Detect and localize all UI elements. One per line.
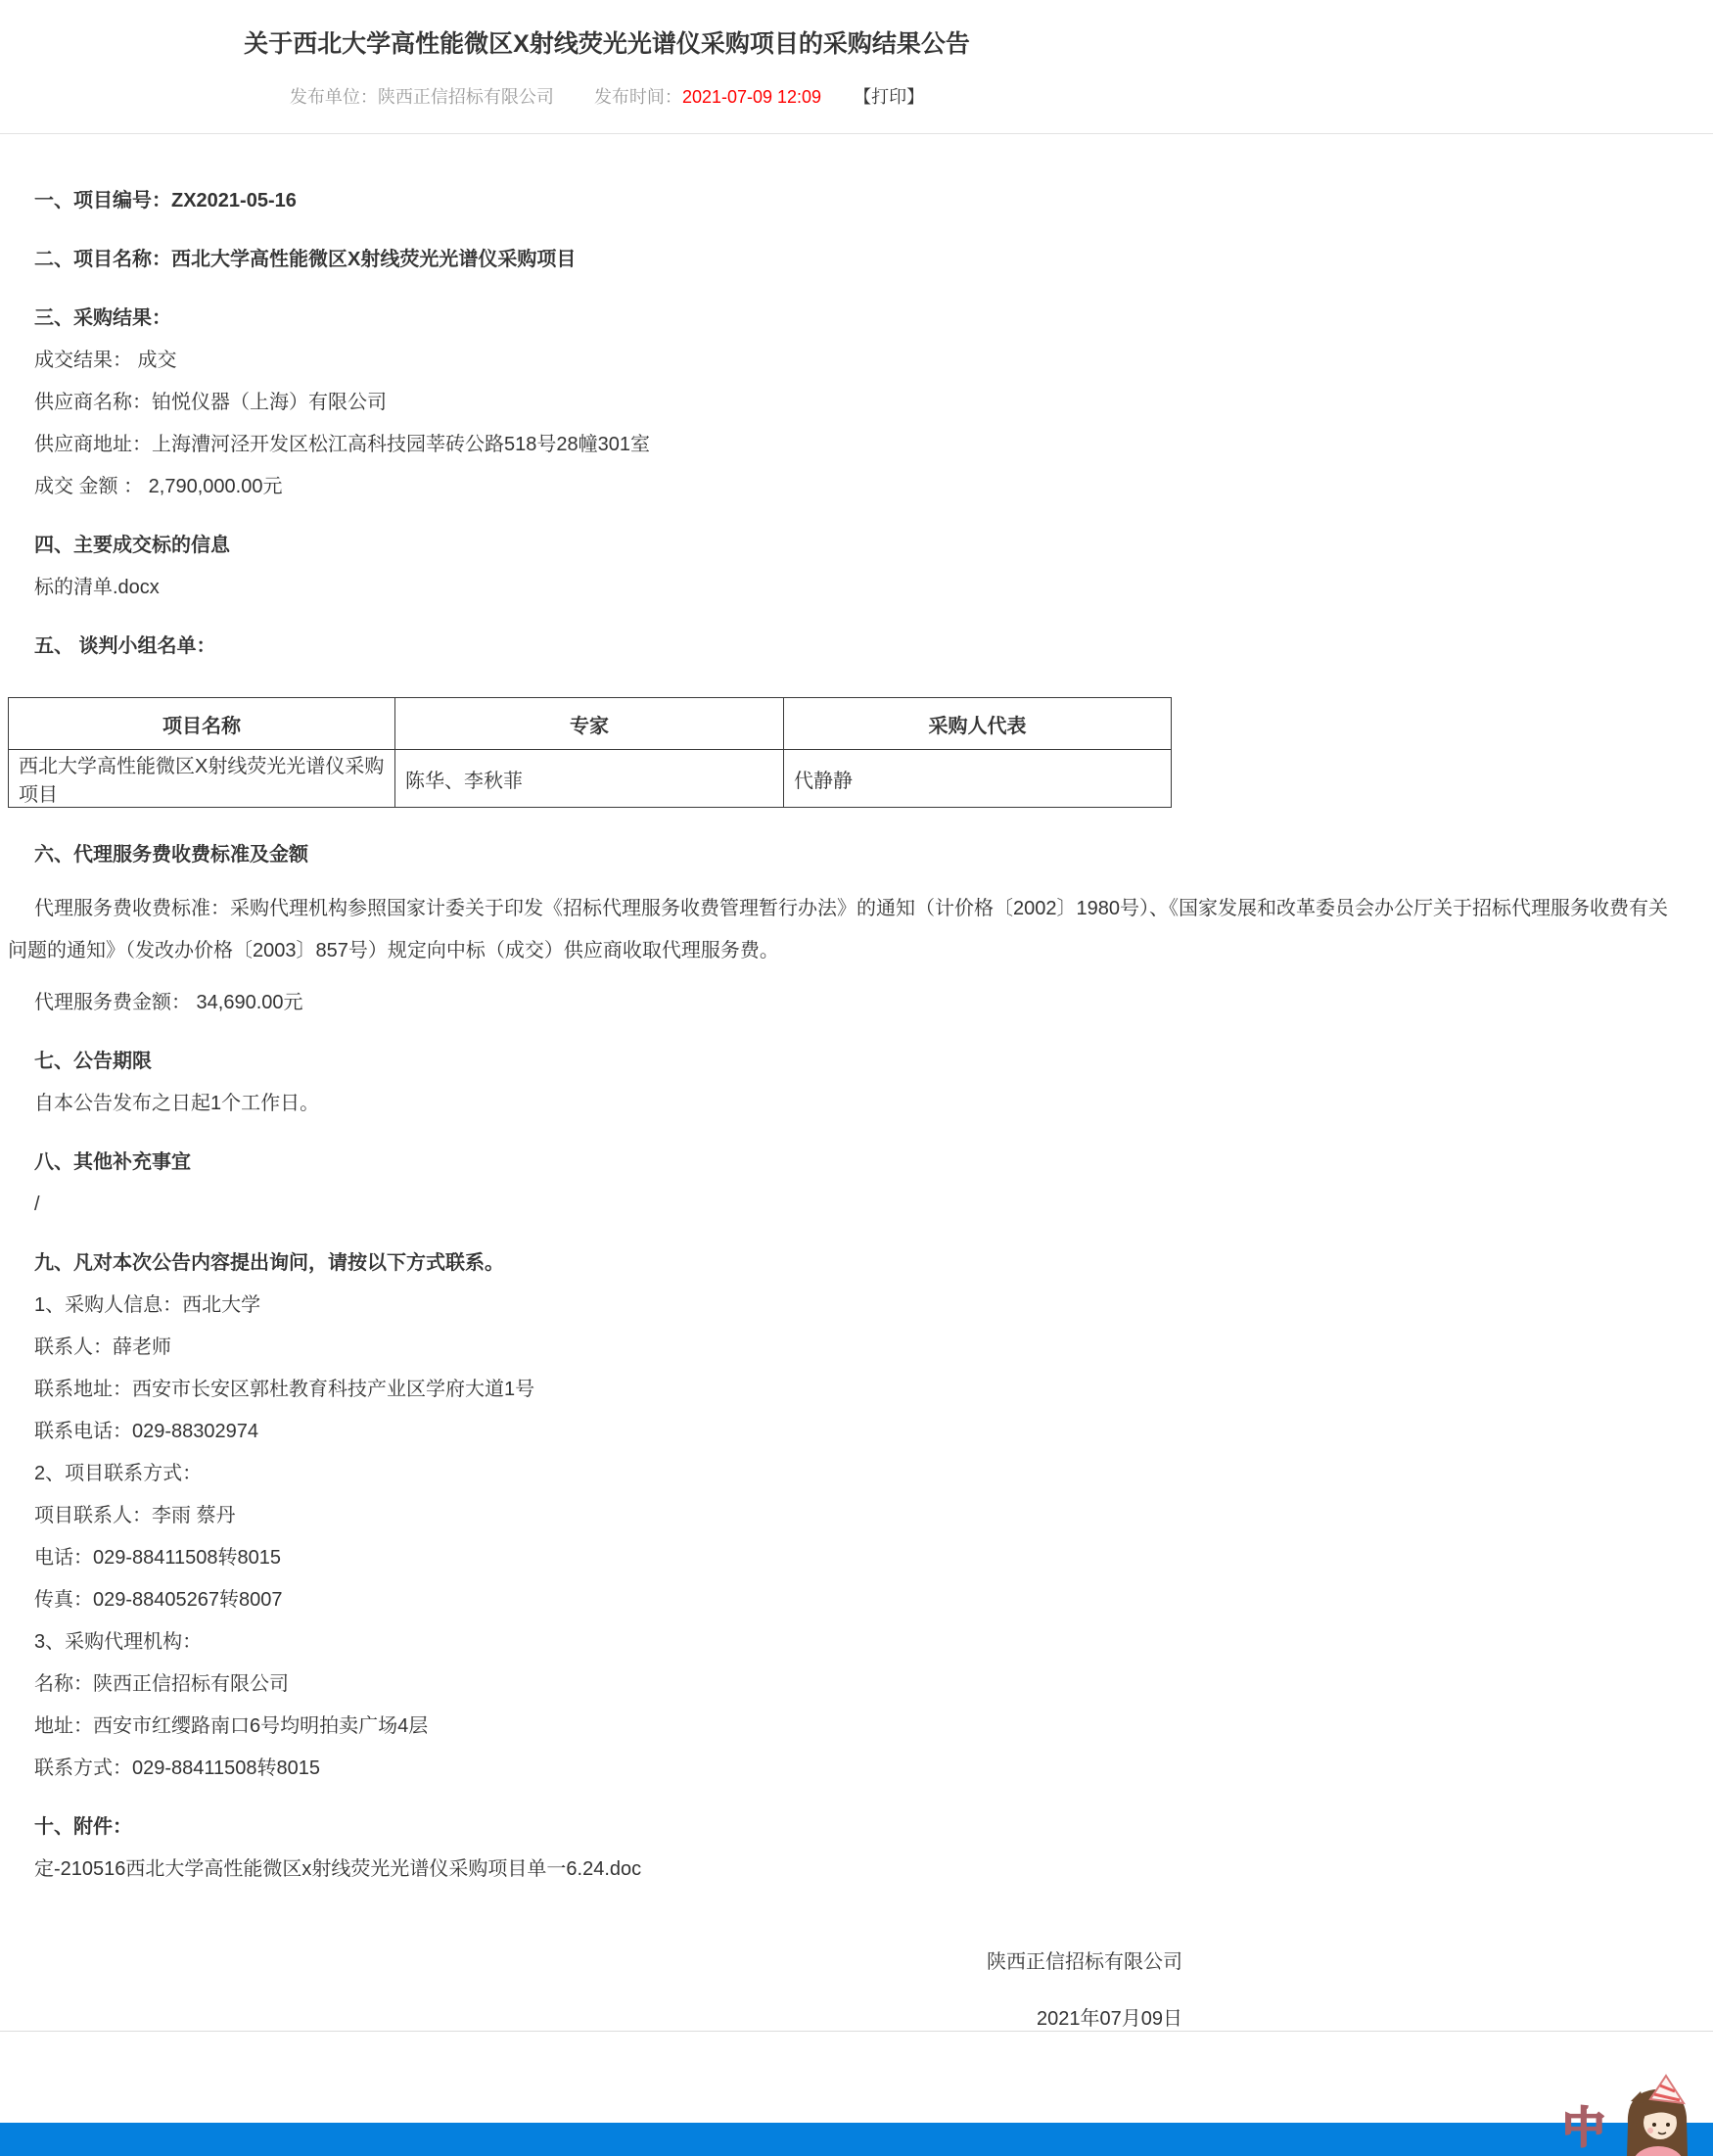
section-4-heading: 四、主要成交标的信息: [34, 535, 230, 556]
cell-project-name: 西北大学高性能微区X射线荧光光谱仪采购项目: [9, 750, 395, 808]
svg-text:中: 中: [1562, 2103, 1605, 2153]
header-divider: [0, 133, 1713, 134]
footer-blue-bar: [0, 2123, 1713, 2156]
deal-result: 成交结果： 成交: [34, 350, 177, 371]
agency-fee-standard: 代理服务费收费标准：采购代理机构参照国家计委关于印发《招标代理服务收费管理暂行办法》的通知（计价格〔2002〕1980号）、《国家发展和改革委员会办公厅关于招标代理服务收费有关问题的通知》（发改办价格〔2003〕857号）规定向中标（成交）供应商收取代理服务费。: [8, 898, 1668, 961]
footer-divider: [0, 2031, 1713, 2032]
publisher-label: 发布单位：: [289, 87, 378, 107]
section-10-heading: 十、附件：: [34, 1816, 132, 1838]
supplier-name: 供应商名称：铂悦仪器（上海）有限公司: [34, 392, 387, 413]
announcement-body: [0, 190, 1713, 2031]
publisher-name: 陕西正信招标有限公司: [377, 87, 554, 107]
signature-company: 陕西正信招标有限公司: [987, 1951, 1182, 1973]
col-header-experts: 专家: [395, 698, 784, 750]
purchaser-info: 1、采购人信息：西北大学: [34, 1294, 261, 1316]
section-8-heading: 八、其他补充事宜: [34, 1151, 191, 1173]
supplier-address: 供应商地址：上海漕河泾开发区松江高科技园莘砖公路518号28幢301室: [34, 434, 650, 455]
print-button[interactable]: 【打印】: [854, 87, 925, 107]
table-row: [9, 750, 1172, 808]
publish-meta: [0, 86, 1214, 108]
subject-list-attachment-link[interactable]: 标的清单.docx: [34, 577, 160, 598]
agency-address: 地址：西安市红缨路南口6号均明拍卖广场4层: [34, 1715, 429, 1737]
section-5-heading: 五、 谈判小组名单：: [34, 635, 216, 657]
signature-block: [8, 1951, 1182, 2031]
project-contact-phone: 电话：029-88411508转8015: [34, 1547, 282, 1569]
agency-fee-amount: 代理服务费金额： 34,690.00元: [34, 992, 303, 1013]
publish-time-value: 2021-07-09 12:09: [681, 87, 822, 107]
page-title: 关于西北大学高性能微区X射线荧光光谱仪采购项目的采购结果公告: [244, 30, 970, 58]
purchaser-contact-address: 联系地址：西安市长安区郭杜教育科技产业区学府大道1号: [34, 1379, 535, 1400]
col-header-purchaser-rep: 采购人代表: [784, 698, 1172, 750]
mascot-girl-icon: [1535, 2074, 1711, 2156]
section-3-heading: 三、采购结果：: [34, 307, 171, 329]
result-doc-attachment-link[interactable]: 定-210516西北大学高性能微区x射线荧光光谱仪采购项目单一6.24.doc: [34, 1858, 642, 1880]
negotiation-panel-table: [8, 697, 1172, 808]
publish-time-label: 发布时间：: [593, 87, 682, 107]
deal-amount: 成交 金额 ： 2,790,000.00元: [34, 476, 283, 497]
section-6-heading: 六、代理服务费收费标准及金额: [34, 844, 308, 866]
section-7-heading: 七、公告期限: [34, 1051, 152, 1072]
project-contact-fax: 传真：029-88405267转8007: [34, 1589, 283, 1611]
agency-name: 名称：陕西正信招标有限公司: [34, 1673, 289, 1695]
project-contact-person: 项目联系人：李雨 蔡丹: [34, 1505, 236, 1526]
section-9-heading: 九、凡对本次公告内容提出询问，请按以下方式联系。: [34, 1252, 504, 1274]
other-notes: /: [34, 1194, 40, 1215]
project-contact-title: 2、项目联系方式：: [34, 1463, 203, 1484]
page-header: [0, 0, 1214, 108]
section-2-heading: 二、项目名称：西北大学高性能微区X射线荧光光谱仪采购项目: [34, 249, 577, 270]
table-header-row: [9, 698, 1172, 750]
cell-purchaser-rep: 代静静: [784, 750, 1172, 808]
signature-date: 2021年07月09日: [1037, 2008, 1182, 2030]
purchaser-contact-person: 联系人：薛老师: [34, 1336, 171, 1358]
purchaser-contact-phone: 联系电话：029-88302974: [34, 1421, 259, 1442]
section-1-heading: 一、项目编号：ZX2021-05-16: [34, 190, 297, 211]
cell-experts: 陈华、李秋菲: [395, 750, 784, 808]
agency-contact: 联系方式：029-88411508转8015: [34, 1758, 321, 1779]
col-header-project-name: 项目名称: [9, 698, 395, 750]
announcement-period: 自本公告发布之日起1个工作日。: [34, 1093, 320, 1114]
agency-title: 3、采购代理机构：: [34, 1631, 203, 1653]
